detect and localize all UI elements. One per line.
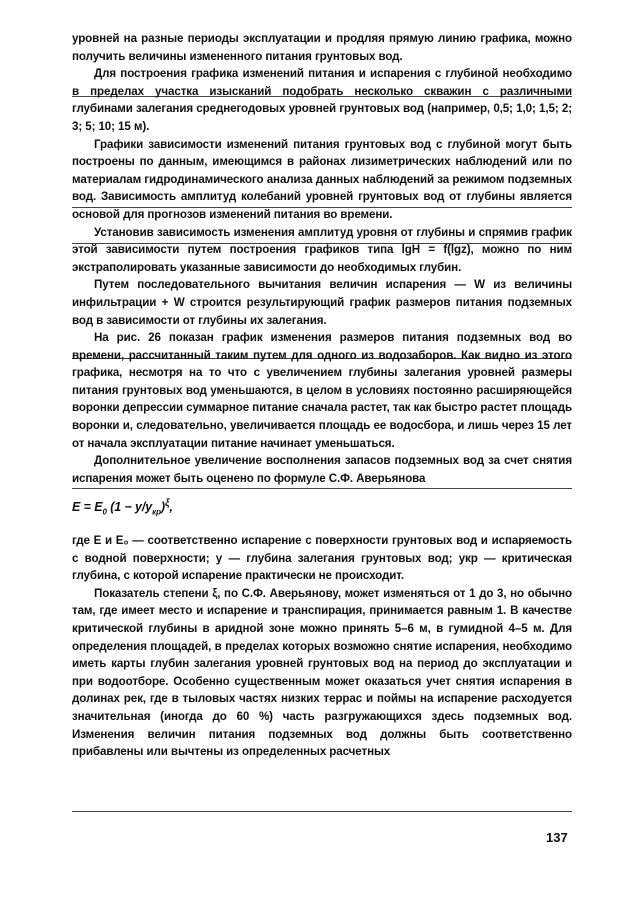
formula-body: (1 − y/y [110, 500, 153, 515]
formula-e0: E [94, 500, 103, 515]
page-body [72, 30, 572, 761]
scan-line [72, 811, 572, 812]
formula-lhs: E [72, 500, 81, 515]
paragraph-9: Показатель степени ξ, по С.Ф. Аверьянову, может изменяться от 1 до 3, но обычно там, где имеет место и испарение и транспирация, принимается равным 1. В качестве критической глубины в аридной зоне можно принять 5–6 м, в гумидной 4–5 м. Для определения площадей, в пределах которых возможно снятие испарения, необходимо иметь карты глубин залегания уровней грунтовых вод на период до эксплуатации и при водоотборе. Особенно существенным может оказаться учет снятия испарения в долинах рек, где в тыловых частях низких террас и поймы на испарение расходуется значительная (иногда до 60 %) часть разгружающихся здесь подземных вод. Изменения величин питания подземных вод должны быть соответственно прибавлены или вычтены из определенных расчетных [72, 586, 572, 759]
formula-sub: кр [152, 508, 161, 518]
paragraph-2: Для построения графика изменений питания и испарения с глубиной необходимо в пределах участка изысканий подобрать несколько скважин с различными глубинами залегания среднегодовых уровней грунтовых вод (например, 0,5; 1,0; 1,5; 2; 3; 5; 10; 15 м). [72, 67, 572, 133]
averyanov-formula [72, 493, 572, 524]
formula-e0-sub: 0 [102, 508, 107, 518]
formula-equals: = [83, 500, 91, 515]
formula-exponent: ξ [164, 498, 170, 510]
paragraph-4: Установив зависимость изменения амплитуд уровня от глубины и спрямив график этой зависимости путем построения графиков типа lgH = f(lgz), можно по ним экстраполировать указанные зависимости до необходимых глубин. [72, 225, 572, 274]
paragraph-6: На рис. 26 показан график изменения размеров питания подземных вод во времени, рассчитанный таким путем для одного из водозаборов. Как видно из этого графика, несмотря на то что с увеличением глубины залегания уровней размеры питания грунтовых вод уменьшаются, в целом в условиях постоянно расширяющейся воронки депрессии суммарное питание сначала растет, так как быстро растет площадь воронки и, следовательно, увеличивается площадь ее водосбора, и лишь через 15 лет от начала эксплуатации питание начинает уменьшаться. [72, 331, 572, 450]
formula-close: ) [160, 500, 165, 515]
paragraph-5: Путем последовательного вычитания величин испарения — W из величины инфильтрации + W строится результирующий график размеров питания подземных вод в зависимости от глубины их залегания. [72, 278, 572, 327]
paragraph-7: Дополнительное увеличение восполнения запасов подземных вод за счет снятия испарения может быть оценено по формуле С.Ф. Аверьянова [72, 454, 572, 485]
formula-tail: , [169, 500, 173, 515]
paragraph-1: уровней на разные периоды эксплуатации и продляя прямую линию графика, можно получить величины измененного питания грунтовых вод. [72, 32, 572, 63]
paragraph-8: где E и E₀ — соответственно испарение с поверхности грунтовых вод и испаряемость с водной поверхности; y — глубина залегания грунтовых вод; yкр — критическая глубина, с которой испарение практически не происходит. [72, 534, 572, 583]
paragraph-3: Графики зависимости изменений питания грунтовых вод с глубиной могут быть построены по данным, имеющимся в районах лизиметрических наблюдений или по материалам гидродинамического анализа данных наблюдений за режимом подземных вод. Зависимость амплитуд колебаний уровней грунтовых вод от глубины является основой для прогнозов изменений питания во времени. [72, 137, 572, 221]
page-number: 137 [546, 830, 568, 845]
